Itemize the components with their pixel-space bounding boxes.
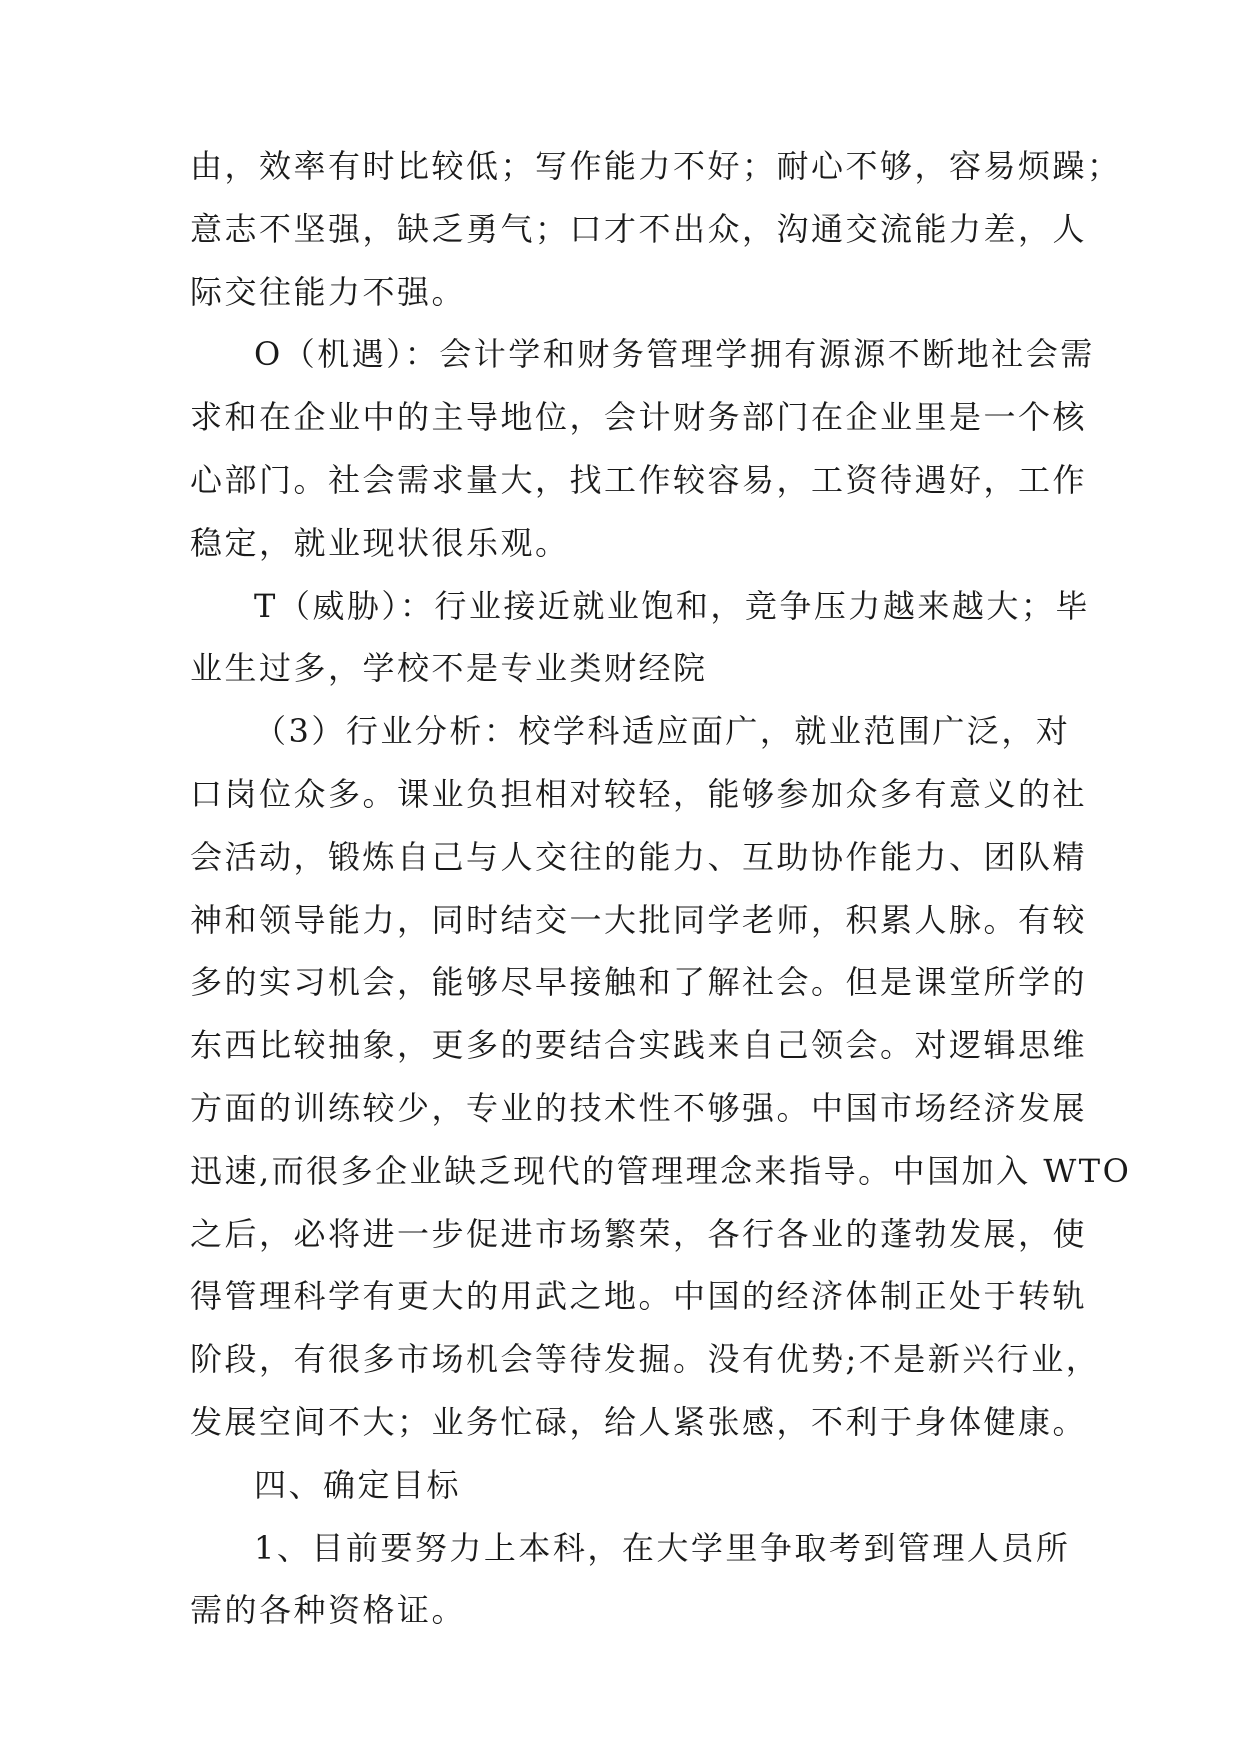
paragraph-first-line: （3）行业分析：校学科适应面广，就业范围广泛，对	[254, 712, 1071, 751]
text-line: 意志不坚强，缺乏勇气；口才不出众，沟通交流能力差，人	[190, 209, 1088, 248]
paragraph-first-line: 四、确定目标	[254, 1465, 462, 1504]
text-line: 迅速,而很多企业缺乏现代的管理理念来指导。中国加入 WTO	[190, 1151, 1132, 1190]
text-line: 心部门。社会需求量大，找工作较容易，工资待遇好，工作	[190, 460, 1088, 499]
text-line: 阶段，有很多市场机会等待发掘。没有优势;不是新兴行业，	[190, 1340, 1101, 1379]
paragraph-first-line: 1、目前要努力上本科，在大学里争取考到管理人员所	[254, 1528, 1071, 1567]
text-line: 发展空间不大；业务忙碌，给人紧张感，不利于身体健康。	[190, 1402, 1088, 1441]
text-line: 口岗位众多。课业负担相对较轻，能够参加众多有意义的社	[190, 774, 1088, 813]
paragraph-first-line: O（机遇）：会计学和财务管理学拥有源源不断地社会需	[254, 335, 1095, 374]
text-line: 方面的训练较少，专业的技术性不够强。中国市场经济发展	[190, 1088, 1088, 1127]
text-line: 得管理科学有更大的用武之地。中国的经济体制正处于转轨	[190, 1277, 1088, 1316]
text-line: 会活动，锻炼自己与人交往的能力、互助协作能力、团队精	[190, 837, 1088, 876]
text-line: 需的各种资格证。	[190, 1591, 467, 1630]
text-line: 由，效率有时比较低；写作能力不好；耐心不够，容易烦躁；	[190, 147, 1122, 185]
text-line: 求和在企业中的主导地位，会计财务部门在企业里是一个核	[190, 398, 1088, 437]
text-line: 神和领导能力，同时结交一大批同学老师，积累人脉。有较	[190, 900, 1088, 939]
text-line: 业生过多，学校不是专业类财经院	[190, 649, 708, 688]
document-body	[190, 135, 1132, 1642]
text-line: 多的实习机会，能够尽早接触和了解社会。但是课堂所学的	[190, 963, 1088, 1002]
paragraph-first-line: T（威胁）：行业接近就业饱和，竞争压力越来越大；毕	[254, 586, 1090, 625]
text-line: 际交往能力不强。	[190, 272, 467, 311]
text-line: 稳定，就业现状很乐观。	[190, 523, 570, 562]
text-line: 东西比较抽象，更多的要结合实践来自己领会。对逻辑思维	[190, 1026, 1088, 1065]
text-line: 之后，必将进一步促进市场繁荣，各行各业的蓬勃发展，使	[190, 1214, 1088, 1253]
